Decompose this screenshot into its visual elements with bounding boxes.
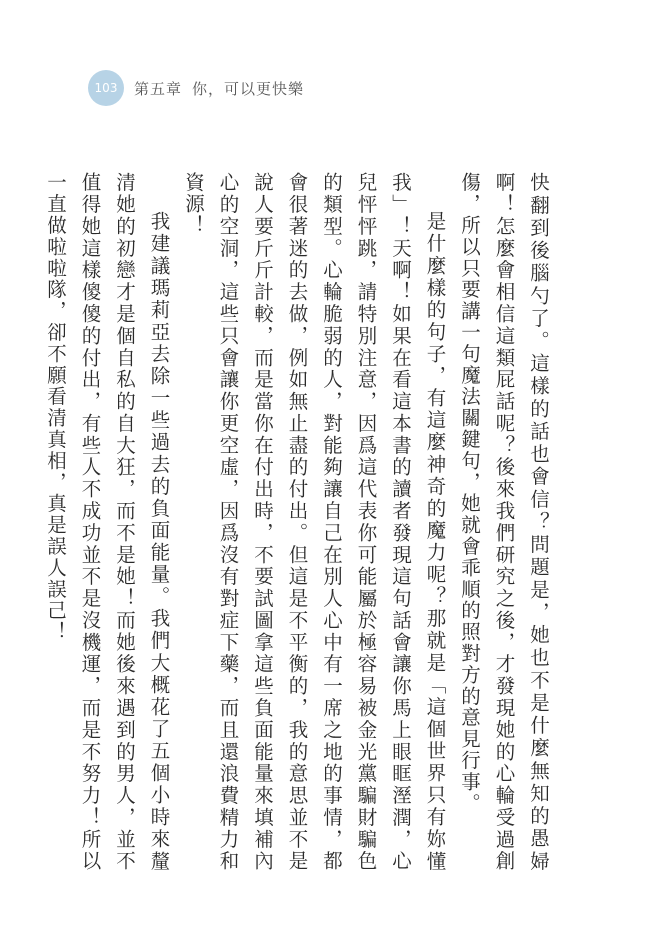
page-number-badge: 103 bbox=[88, 70, 124, 106]
chapter-number: 第五章 bbox=[134, 79, 183, 98]
paragraph-1: 快翻到後腦勺了。這樣的話也會信？問題是，她也不是什麼無知的愚婦啊！怎麼會相信這類屁話呢？後來我們研究之後，才發現她的心輪受過創傷，所以只要講一句魔法關鍵句，她就會乖順的照對方的意見行事。 bbox=[458, 172, 550, 872]
vertical-body-text bbox=[44, 172, 555, 872]
paragraph-3: 我建議瑪莉亞去除一些過去的負面能量。我們大概花了五個小時來釐清她的初戀才是個自私的自大狂，而不是她！而她後來遇到的男人，並不值得她這樣傻傻的付出，有些人不成功並不是沒機運，而是不努力！所以一直做啦啦隊，卻不願看清真相，真是誤人誤己！ bbox=[44, 172, 171, 872]
chapter-title: 你，可以更快樂 bbox=[192, 79, 305, 98]
chapter-heading bbox=[134, 78, 304, 99]
paragraph-2: 是什麼樣的句子，有這麼神奇的魔力呢？那就是「這個世界只有妳懂我」！天啊！如果在看這本書的讀者發現這句話會讓你馬上眼眶溼潤，心兒怦怦跳，請特別注意，因爲這代表你可能屬於極容易被金光黨騙財騙色的類型。心輪脆弱的人，對能夠讓自己在別人心中有一席之地的事情，都會很著迷的去做，例如無止盡的付出。但這是不平衡的，我的意思並不是說人要斤斤計較，而是當你在付出時，不要試圖拿這些負面能量來填補內心的空洞，這些只會讓你更空虛，因爲沒有對症下藥，而且還浪費精力和資源！ bbox=[182, 172, 447, 872]
page-header bbox=[88, 70, 304, 106]
